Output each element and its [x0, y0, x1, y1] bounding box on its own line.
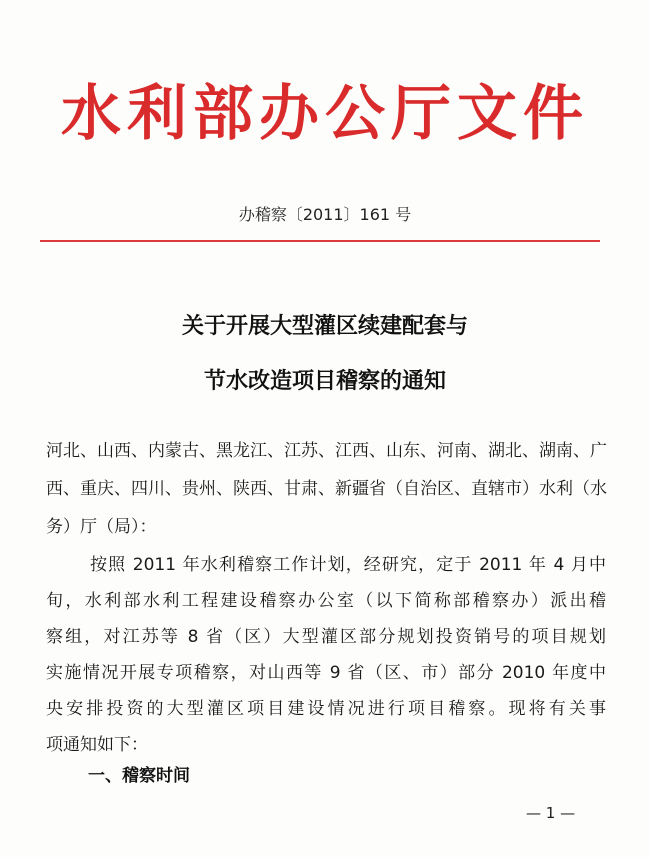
body-paragraph-line-2: 旬，水利部水利工程建设稽察办公室（以下简称部稽察办）派出稽 — [46, 591, 606, 611]
body-paragraph-line-3: 察组，对江苏等 8 省（区）大型灌区部分规划投资销号的项目规划 — [46, 627, 606, 647]
document-header-title: 水利部办公厅文件 — [61, 79, 589, 149]
addressee-line-3: 务）厅（局）： — [46, 517, 157, 537]
section-heading: 一、稽察时间 — [88, 766, 190, 786]
document-number: 办稽察〔2011〕161 号 — [238, 205, 412, 224]
page-number: — 1 — — [526, 804, 576, 822]
notice-title-line-1: 关于开展大型灌区续建配套与 — [181, 313, 468, 339]
body-paragraph-line-6: 项通知如下： — [46, 735, 148, 755]
red-divider-line — [40, 240, 600, 242]
body-paragraph-line-4: 实施情况开展专项稽察，对山西等 9 省（区、市）部分 2010 年度中 — [46, 663, 606, 683]
notice-title-line-2: 节水改造项目稽察的通知 — [203, 368, 446, 394]
body-paragraph-line-1: 按照 2011 年水利稽察工作计划，经研究，定于 2011 年 4 月中 — [90, 555, 606, 575]
body-paragraph-line-5: 央安排投资的大型灌区项目建设情况进行项目稽察。现将有关事 — [46, 699, 606, 719]
addressee-line-2: 西、重庆、四川、贵州、陕西、甘肃、新疆省（自治区、直辖市）水利（水 — [46, 479, 607, 499]
addressee-line-1: 河北、山西、内蒙古、黑龙江、江苏、江西、山东、河南、湖北、湖南、广 — [46, 441, 607, 461]
